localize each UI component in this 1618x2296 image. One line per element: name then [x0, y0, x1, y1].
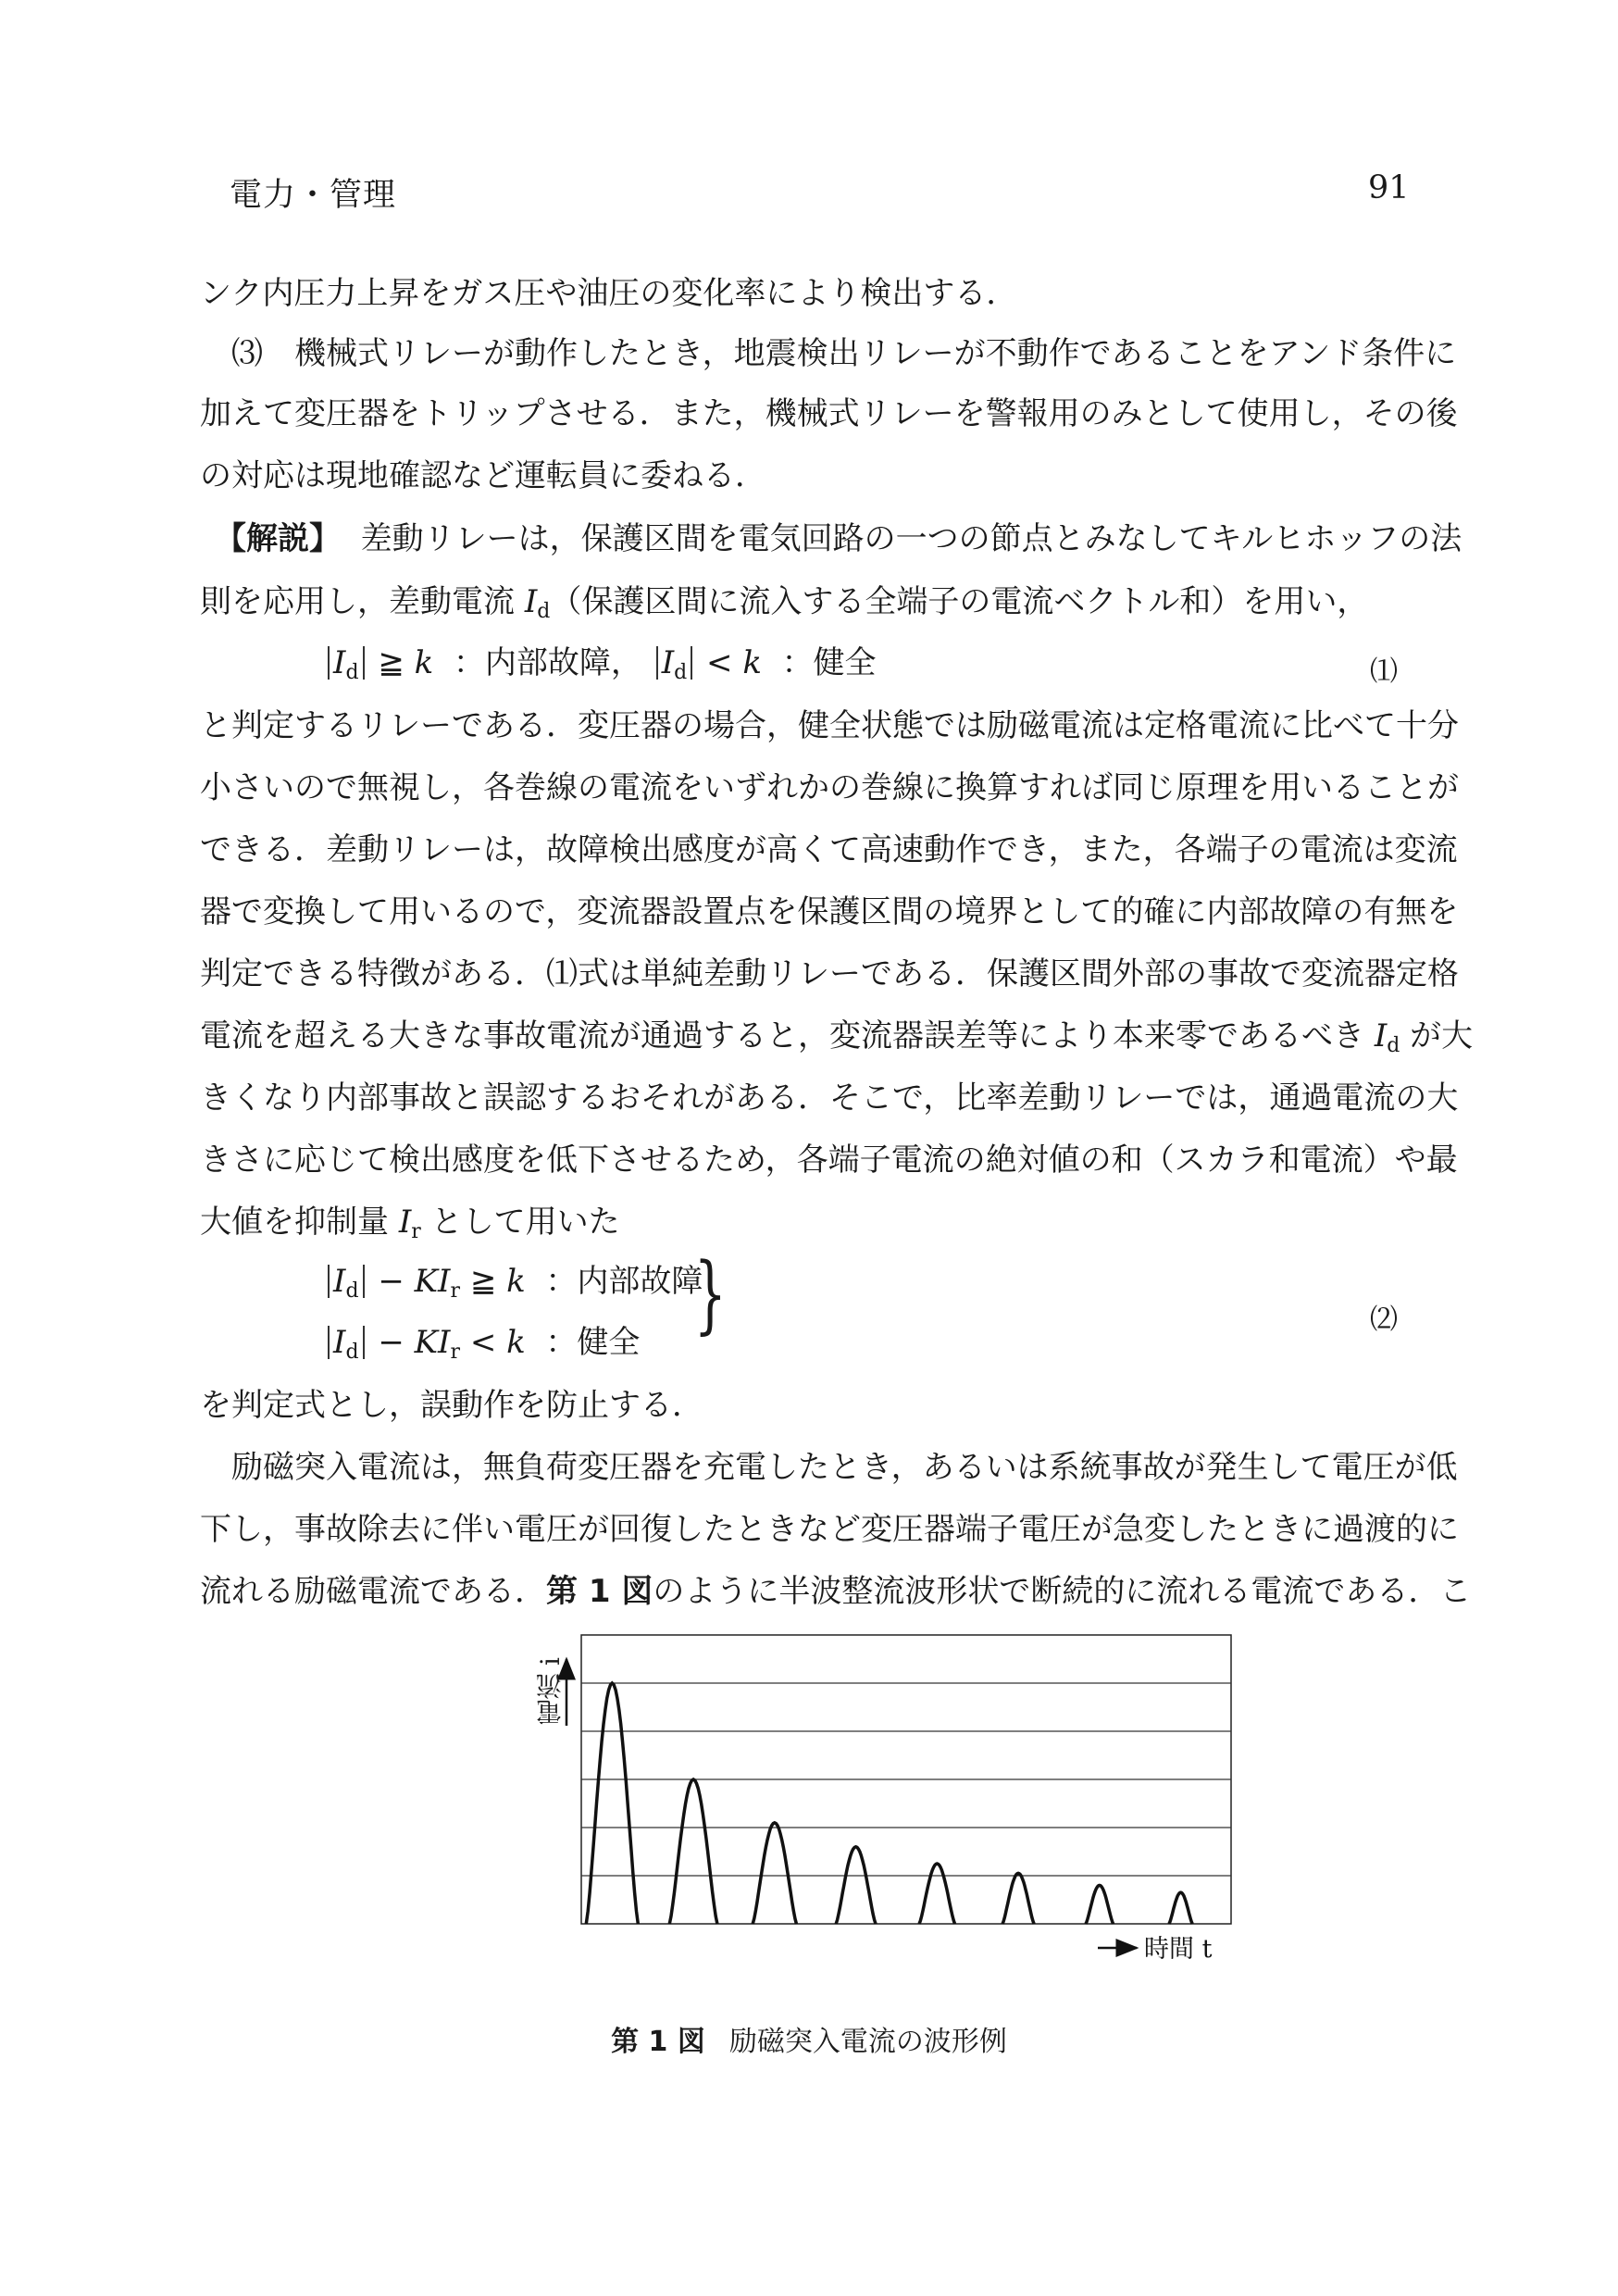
figure-reference: 第 1 図	[546, 1573, 653, 1610]
math-operator: <	[706, 644, 743, 681]
text-line: 励磁突入電流は，無負荷変圧器を充電したとき，あるいは系統事故が発生して電圧が低	[231, 1449, 1458, 1486]
figure-title: 励磁突入電流の波形例	[728, 2026, 1007, 2058]
figure-number: 第 1 図	[611, 2026, 705, 2058]
current-pulse	[669, 1779, 717, 1924]
current-pulse	[753, 1823, 796, 1924]
current-pulse	[919, 1864, 954, 1924]
text-line	[200, 581, 1450, 632]
text-line: 小さいので無視し，各巻線の電流をいずれかの巻線に換算すれば同じ原理を用いることが	[200, 769, 1459, 806]
y-axis-label: 電流 i	[535, 1657, 566, 1726]
math-symbol: I	[398, 1204, 412, 1241]
math-operator: −	[378, 1263, 415, 1300]
math-subscript: r	[450, 1279, 461, 1303]
commentary-label: 【解説】	[215, 520, 341, 557]
condition-label: ：内部故障	[545, 1263, 703, 1300]
inrush-current-chart	[518, 1629, 1259, 2000]
text-span: が大	[1400, 1017, 1474, 1054]
text-line: きさに応じて検出感度を低下させるため，各端子電流の絶対値の和（スカラ和電流）や最	[200, 1142, 1458, 1179]
text-line: ンク内圧力上昇をガス圧や油圧の変化率により検出する．	[200, 275, 1018, 312]
math-operator: −	[378, 1324, 415, 1361]
math-symbol: k	[742, 644, 762, 681]
text-line: ⑶ 機械式リレーが動作したとき，地震検出リレーが不動作であることをアンド条件に	[231, 335, 1457, 372]
math-symbol: KI	[414, 1324, 451, 1361]
equation-1	[324, 643, 877, 693]
math-symbol: I	[661, 644, 675, 681]
condition-label: ：内部故障，	[453, 644, 642, 681]
equation-2-line-1	[324, 1261, 703, 1312]
current-pulse	[1002, 1873, 1034, 1924]
text-line: 下し，事故除去に伴い電圧が回復したときなど変圧器端子電圧が急変したときに過渡的に	[200, 1511, 1459, 1548]
math-symbol: I	[524, 583, 538, 620]
equation-2-line-2	[324, 1322, 640, 1373]
math-symbol: KI	[414, 1263, 451, 1300]
text-line: 加えて変圧器をトリップさせる．また，機械式リレーを警報用のみとして使用し，その後	[200, 395, 1458, 432]
condition-label: ：健全	[545, 1324, 641, 1361]
math-symbol: I	[333, 1324, 346, 1361]
math-operator: <	[469, 1324, 507, 1361]
condition-label: ：健全	[781, 644, 877, 681]
text-line: を判定式とし，誤動作を防止する．	[200, 1387, 703, 1424]
math-symbol: k	[506, 1263, 526, 1300]
section-header: 電力・管理	[230, 177, 397, 214]
math-subscript: d	[345, 661, 359, 684]
text-span: 電流を超える大きな事故電流が通過すると，変流器誤差等により本来零であるべき	[200, 1017, 1375, 1054]
figure-caption	[0, 2018, 1618, 2059]
math-subscript: r	[411, 1220, 421, 1243]
current-pulse	[586, 1683, 638, 1924]
current-pulse	[836, 1847, 876, 1924]
current-pulse	[1086, 1885, 1114, 1924]
text-line: の対応は現地確認など運転員に委ねる．	[200, 457, 766, 494]
text-span: のように半波整流波形状で断続的に流れる電流である．こ	[653, 1573, 1472, 1610]
current-pulse	[1169, 1892, 1192, 1924]
text-span: 大値を抑制量	[200, 1204, 399, 1241]
math-subscript: d	[537, 600, 551, 623]
text-line: と判定するリレーである．変圧器の場合，健全状態では励磁電流は定格電流に比べて十分	[200, 707, 1459, 744]
text-span: として用いた	[420, 1204, 620, 1241]
x-axis-label: 時間 t	[1144, 1935, 1213, 1964]
math-subscript: r	[450, 1341, 461, 1364]
text-line	[200, 1016, 1474, 1067]
page-number: 91	[1368, 169, 1410, 206]
equation-number: ⑴	[1370, 655, 1398, 688]
equation-number: ⑵	[1370, 1304, 1398, 1336]
math-subscript: d	[345, 1279, 359, 1303]
text-line	[200, 1202, 1450, 1253]
math-operator: ≧	[469, 1263, 507, 1300]
math-symbol: I	[333, 644, 346, 681]
math-subscript: d	[1387, 1034, 1400, 1057]
text-line: できる．差動リレーは，故障検出感度が高くて高速動作でき，また，各端子の電流は変流	[200, 831, 1458, 868]
text-line	[215, 518, 1464, 559]
text-span: 則を応用し，差動電流	[200, 583, 525, 620]
text-line: 器で変換して用いるので，変流器設置点を保護区間の境界として的確に内部故障の有無を	[200, 893, 1459, 930]
text-span: （保護区間に流入する全端子の電流ベクトル和）を用い，	[550, 583, 1369, 620]
right-brace: }	[693, 1244, 727, 1343]
text-line: きくなり内部事故と誤認するおそれがある．そこで，比率差動リレーでは，通過電流の大	[200, 1079, 1459, 1117]
math-subscript: d	[345, 1341, 359, 1364]
math-symbol: I	[333, 1263, 346, 1300]
math-symbol: k	[506, 1324, 526, 1361]
text-line: 判定できる特徴がある．⑴式は単純差動リレーである．保護区間外部の事故で変流器定格	[200, 955, 1459, 992]
text-line	[200, 1571, 1472, 1612]
text-span: 差動リレーは，保護区間を電気回路の一つの節点とみなしてキルヒホッフの法	[360, 520, 1462, 557]
math-symbol: I	[1374, 1017, 1388, 1054]
text-span: 流れる励磁電流である．	[200, 1573, 546, 1610]
math-subscript: d	[674, 661, 688, 684]
math-symbol: k	[414, 644, 434, 681]
math-operator: ≧	[378, 644, 415, 681]
